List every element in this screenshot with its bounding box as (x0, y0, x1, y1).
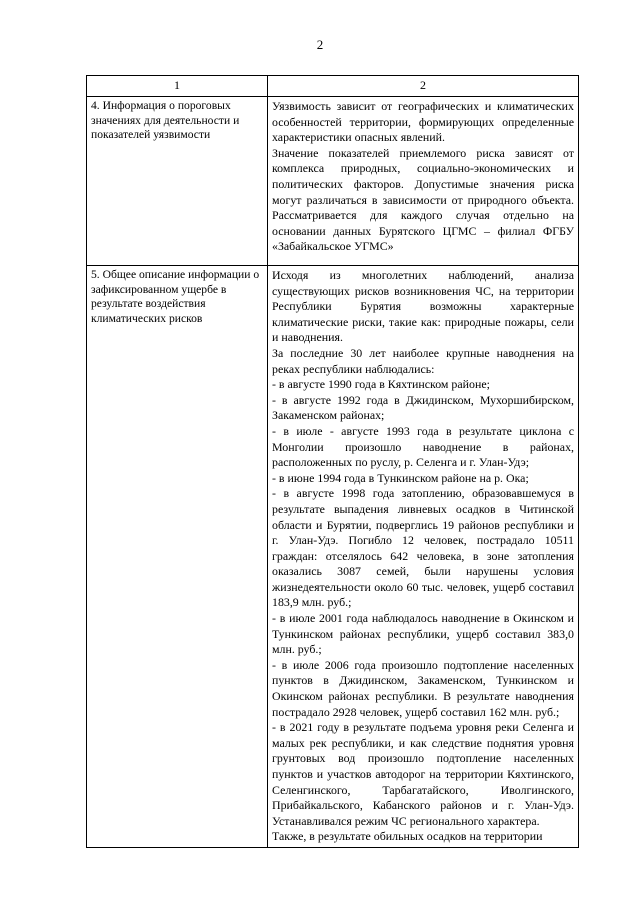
list-item: - в июне 1994 года в Тункинском районе на р. Ока; (272, 470, 529, 485)
paragraph: За последние 30 лет наиболее крупные наводнения на реках республики наблюдались: (272, 345, 574, 376)
table-row (87, 266, 579, 848)
list-item: - в июле - августе 1993 года в результате циклона с Монголии произошло наводнение в районах, расположенных по руслу, р. Селенга и г. Улан-Удэ; (272, 423, 574, 470)
paragraph: Также, в результате обильных осадков на территории (272, 829, 543, 844)
paragraph: Уязвимость зависит от географических и климатических особенностей территории, формирующих определенные характеристики опасных явлений. (272, 99, 574, 145)
row-content-damage (268, 266, 579, 848)
list-item: - в 2021 году в результате подъема уровня реки Селенга и малых рек республики, и как следствие поднятия уровня грунтовых вод произошло подтопление населенных пунктов и участков автодорог на территории Кяхтинского, Селенгинского, Тарбагатайского, Иволгинского, Прибайкальского, Кабанского районов и г. Улан-Удэ. Устанавливался режим ЧС регионального характера. (272, 720, 574, 828)
paragraph: Исходя из многолетних наблюдений, анализа существующих рисков возникновения ЧС, на территории Республики Бурятия возможны характерные климатические риски, такие как: природные пожары, сели и наводнения. (272, 268, 574, 345)
column-header-2: 2 (268, 76, 579, 97)
list-item: - в августе 1998 года затоплению, образовавшемуся в результате выпадения ливневых осадков в Читинской области и Бурятии, подверглись 19 районов республики и г. Улан-Удэ. Погибло 12 человек, пострадало 10511 граждан: отселялось 642 человека, в зоне затопления оказались 3087 семей, были нарушены условия жизнедеятельности около 60 тыс. человек, ущерб составил 183,9 млн. руб.; (272, 486, 574, 610)
info-table (86, 75, 579, 848)
paragraph: Значение показателей приемлемого риска зависят от комплекса природных, социально-экономических и политических факторов. Допустимые значения риска могут различаться в зависимости от природного объекта. Рассматривается для каждого случая отдельно на основании данных Бурятского ЦГМС – филиал ФГБУ «Забайкальское УГМС» (272, 145, 574, 254)
row-label-damage: 5. Общее описание информации о зафиксированном ущербе в результате воздействия климатических рисков (87, 266, 268, 848)
list-item: - в августе 1992 года в Джидинском, Мухоршибирском, Закаменском районах; (272, 392, 574, 423)
list-item: - в июле 2001 года наблюдалось наводнение в Окинском и Тункинском районах республики, ущерб составил 383,0 млн. руб.; (272, 611, 574, 657)
list-item: - в июле 2006 года произошло подтопление населенных пунктов в Джидинском, Закаменском, Тункинском и Окинском районах республики. В результате наводнения пострадало 2928 человек, ущерб составил 162 млн. руб.; (272, 657, 574, 719)
row-label-thresholds: 4. Информация о пороговых значениях для деятельности и показателей уязвимости (87, 97, 268, 266)
list-item: - в августе 1990 года в Кяхтинском районе; (272, 377, 490, 392)
table-header-row (87, 76, 579, 97)
column-header-1: 1 (87, 76, 268, 97)
table-row (87, 97, 579, 266)
row-content-thresholds (268, 97, 579, 266)
page-number: 2 (316, 37, 324, 52)
